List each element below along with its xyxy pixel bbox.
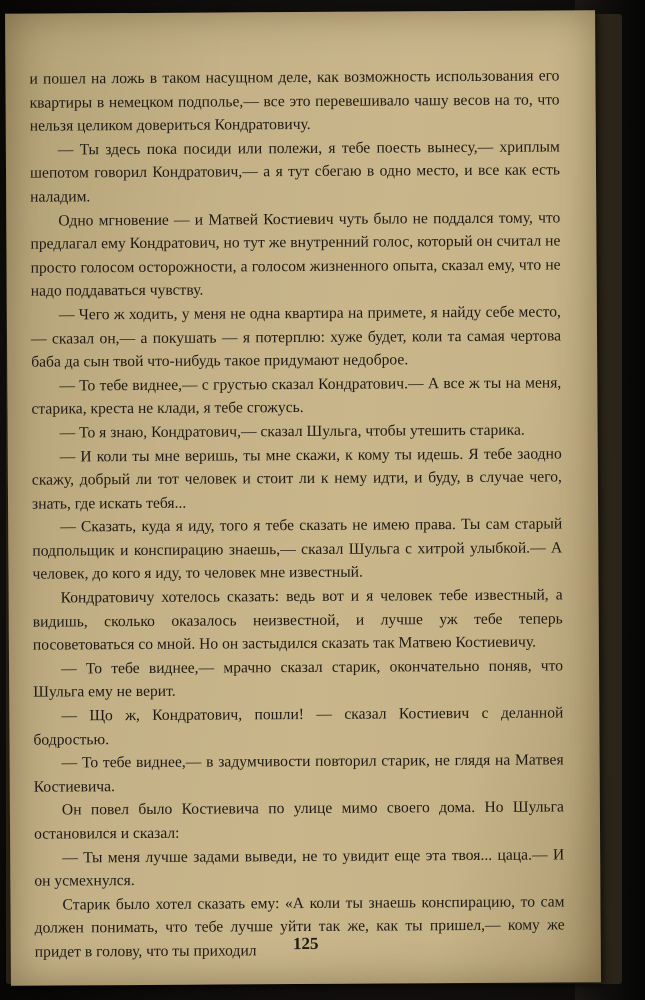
paragraph: — То тебе виднее,— в задумчивости повторил старик, не глядя на Матвея Костиевича. (33, 751, 564, 796)
paragraph: — И коли ты мне веришь, ты мне скажи, к кому ты идешь. Я тебе заодно скажу, добрый ли тот человек и стоит ли к нему идти, и буду, в случае чего, знать, где искать тебя... (31, 444, 562, 513)
paragraph: — Ты меня лучше задами выведи, не то увидит еще эта твоя... цаца.— И он усмехнулся. (34, 846, 565, 890)
paragraph: — Сказать, куда я иду, того я тебе сказать не имею права. Ты сам старый подпольщик и конспирацию знаешь,— сказал Шульга с хитрой улыбкой.— А человек, до кого я иду, то человек мне известный. (32, 515, 563, 584)
paragraph: — То я знаю, Кондратович,— сказал Шульга, чтобы утешить старика. (59, 421, 525, 442)
paragraph: — То тебе виднее,— мрачно сказал старик, окончательно поняв, что Шульга ему не верит. (33, 657, 564, 702)
page-number: 125 (292, 933, 319, 954)
paragraph: — То тебе виднее,— с грустью сказал Кондратович.— А все ж ты на меня, старика, креста не клади, я тебе сгожусь. (31, 374, 562, 418)
paragraph: — Ты здесь пока посиди или полежи, я тебе поесть вынесу,— хриплым шепотом говорил Кондратович,— а я тут сбегаю в одно место, и все как есть наладим. (29, 138, 561, 206)
paragraph: — Що ж, Кондратович, пошли! — сказал Костиевич с деланной бодростью. (33, 704, 564, 749)
paragraph: — Чего ж ходить, у меня не одна квартира на примете, я найду себе место,— сказал он,— а покушать — я потерплю: хуже будет, коли та самая чертова баба да сын твой что-нибудь такое придумают недоброе. (30, 303, 562, 371)
page-text (29, 64, 564, 964)
paragraph: Одно мгновение — и Матвей Костиевич чуть было не поддался тому, что предлагал ему Кондратович, но тут же внутренний голос, который он считал не просто голосом осторожности, а голосом жизненного опыта, сказал ему, что не надо поддаваться чувству. (30, 208, 561, 301)
paragraph: Он повел было Костиевича по улице мимо своего дома. Но Шульга остановился и сказал: (33, 798, 564, 843)
paragraph: Кондратовичу хотелось сказать: ведь вот и я человек тебе известный, а видишь, сколько оказалось неизвестной, и лучше уж тебе теперь посоветоваться со мной. Но он застыдился сказать так Матвею Костиевичу. (32, 586, 563, 654)
book-page (5, 10, 601, 986)
paragraph: и пошел на ложь в таком насущном деле, как возможность использования его квартиры в немецком подполье,— все это перевешивало чашу весов на то, что нельзя целиком довериться Кондратовичу. (29, 67, 560, 135)
paragraph: Старик было хотел сказать ему: «А коли ты знаешь конспирацию, то сам должен понимать, что тебе лучше уйти так же, как ты пришел,— кому же придет в голову, что ты приходил (34, 893, 565, 961)
